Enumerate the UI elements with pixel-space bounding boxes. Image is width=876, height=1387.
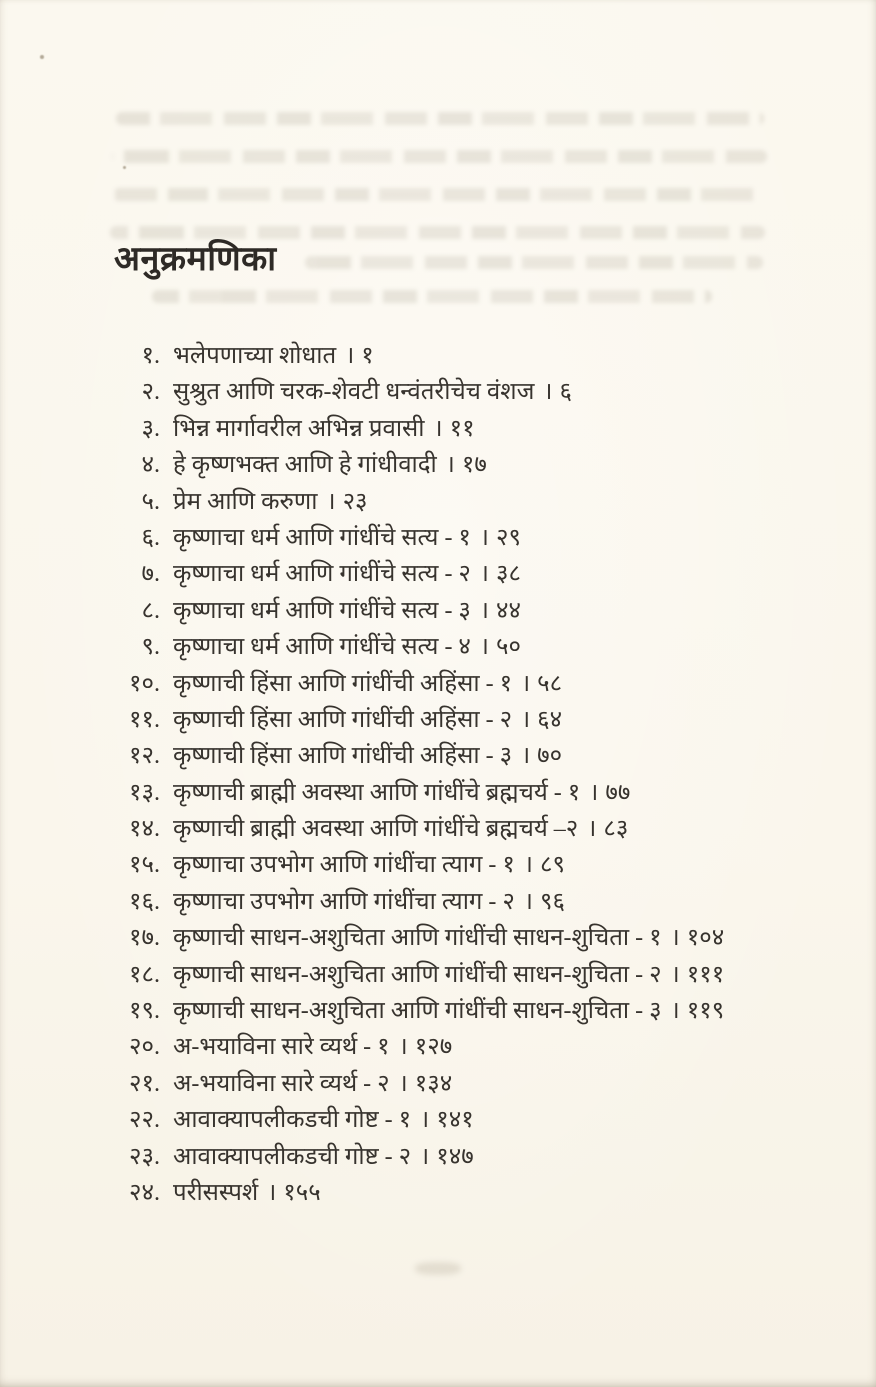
danda-separator: । xyxy=(670,961,680,988)
toc-entry xyxy=(0,666,876,702)
danda-separator: । xyxy=(589,779,599,806)
toc-entry-title: कृष्णाची ब्राह्मी अवस्था आणि गांधींचे ब्रह्मचर्य –२ xyxy=(173,816,579,843)
danda-separator: । xyxy=(521,706,531,733)
toc-entry-number: २. xyxy=(141,379,160,406)
page-title: अनुक्रमणिका xyxy=(114,241,277,278)
paper-smudge xyxy=(415,1262,461,1275)
toc-entry-number: ११. xyxy=(129,706,160,733)
toc-entry-number: ९. xyxy=(141,634,160,661)
danda-separator: । xyxy=(398,1034,408,1061)
toc-entry xyxy=(0,847,876,883)
paper-speck xyxy=(40,55,44,59)
toc-entry xyxy=(0,920,876,956)
bleed-through-line xyxy=(152,290,712,303)
toc-entry xyxy=(0,484,876,520)
toc-entry-number: १०. xyxy=(129,670,160,697)
toc-entry xyxy=(0,811,876,847)
toc-entry-number: १६. xyxy=(129,888,160,915)
toc-entry-page: १५५ xyxy=(283,1179,321,1206)
toc-entry-number: १९. xyxy=(129,998,160,1025)
toc-entry-page: १ xyxy=(361,343,374,369)
toc-entry-page: ११९ xyxy=(686,998,725,1025)
toc-entry-page: ७० xyxy=(537,743,563,770)
danda-separator: । xyxy=(479,561,490,588)
toc-entry-page: ६४ xyxy=(537,706,563,733)
bleed-through-line xyxy=(116,112,764,125)
toc-entry xyxy=(0,520,876,556)
toc-entry-title: कृष्णाची साधन-अशुचिता आणि गांधींची साधन-शुचिता - ३ xyxy=(173,998,662,1025)
toc-entry-number: २०. xyxy=(129,1034,160,1061)
danda-separator: । xyxy=(521,670,531,697)
toc-entry-page: १३४ xyxy=(414,1070,453,1097)
toc-entry-number: १. xyxy=(141,343,160,369)
toc-entry-page: १११ xyxy=(686,961,725,988)
toc-entry xyxy=(0,338,876,374)
toc-entry xyxy=(0,374,876,410)
toc-entry-title: सुश्रुत आणि चरक-शेवटी धन्वंतरीचेच वंशज xyxy=(173,379,535,406)
toc-entry xyxy=(0,1102,876,1138)
toc-entry-title: कृष्णाची हिंसा आणि गांधींची अहिंसा - २ xyxy=(173,706,513,733)
toc-entry-page: ११ xyxy=(449,415,475,442)
toc-entry-title: प्रेम आणि करुणा xyxy=(173,488,318,515)
toc-entry-page: ३८ xyxy=(496,561,521,588)
toc-entry-title: हे कृष्णभक्त आणि हे गांधीवादी xyxy=(173,452,437,479)
danda-separator: । xyxy=(521,743,531,770)
bleed-through-line xyxy=(305,256,763,269)
toc-entry-page: ५० xyxy=(496,634,521,661)
bleed-through-line xyxy=(110,226,765,239)
toc-entry-number: ६. xyxy=(141,524,160,551)
toc-entry-title: आवाक्यापलीकडची गोष्ट - १ xyxy=(173,1107,412,1134)
toc-entry-title: भलेपणाच्या शोधात xyxy=(173,343,337,369)
toc-entry-title: भिन्न मार्गावरील अभिन्न प्रवासी xyxy=(173,415,425,442)
toc-entry-number: ८. xyxy=(141,597,160,624)
toc-entry xyxy=(0,884,876,920)
toc-entry-page: १४१ xyxy=(436,1107,474,1134)
danda-separator: । xyxy=(445,452,455,479)
toc-entry xyxy=(0,556,876,592)
toc-entry xyxy=(0,775,876,811)
toc-entry-page: १२७ xyxy=(414,1034,453,1061)
toc-entry-number: २४. xyxy=(129,1179,160,1206)
toc-entry-number: १७. xyxy=(129,925,160,952)
toc-entry-title: कृष्णाची साधन-अशुचिता आणि गांधींची साधन-शुचिता - १ xyxy=(173,925,662,952)
toc-entry-number: २१. xyxy=(129,1070,160,1097)
toc-entry-page: ८३ xyxy=(603,816,629,843)
toc-entry-number: ५. xyxy=(141,488,160,515)
toc-entry-number: २३. xyxy=(129,1143,160,1170)
danda-separator: । xyxy=(345,343,355,369)
toc-entry-title: कृष्णाची साधन-अशुचिता आणि गांधींची साधन-शुचिता - २ xyxy=(173,961,662,988)
toc-entry-title: कृष्णाचा धर्म आणि गांधींचे सत्य - २ xyxy=(173,561,471,588)
toc-entry xyxy=(0,1066,876,1102)
toc-entry xyxy=(0,957,876,993)
danda-separator: । xyxy=(670,998,680,1025)
danda-separator: । xyxy=(420,1107,430,1134)
toc-entry-number: २२. xyxy=(129,1107,160,1134)
toc-entry xyxy=(0,411,876,447)
toc-entry-number: १२. xyxy=(129,743,160,770)
danda-separator: । xyxy=(326,488,336,515)
danda-separator: । xyxy=(587,816,597,843)
toc-entry xyxy=(0,1139,876,1175)
toc-entry-number: ७. xyxy=(141,561,160,588)
toc-entry-page: १०४ xyxy=(686,925,725,952)
paper-speck xyxy=(123,166,126,169)
toc-entry xyxy=(0,702,876,738)
toc-entry-title: परीसस्पर्श xyxy=(173,1179,259,1206)
toc-entry-title: कृष्णाचा धर्म आणि गांधींचे सत्य - ३ xyxy=(173,597,471,624)
toc-entry-page: ४४ xyxy=(496,597,521,624)
toc-list xyxy=(0,338,876,1211)
toc-entry-page: २३ xyxy=(342,488,368,515)
danda-separator: । xyxy=(398,1070,408,1097)
bleed-through-line xyxy=(113,188,763,201)
danda-separator: । xyxy=(479,634,490,661)
toc-entry-page: १४७ xyxy=(436,1143,474,1170)
toc-entry-title: अ-भयाविना सारे व्यर्थ - २ xyxy=(173,1070,390,1097)
toc-entry-number: १५. xyxy=(129,852,160,879)
danda-separator: । xyxy=(670,925,680,952)
toc-entry xyxy=(0,593,876,629)
danda-separator: । xyxy=(267,1179,277,1206)
toc-entry xyxy=(0,1175,876,1211)
danda-separator: । xyxy=(433,415,443,442)
toc-entry-title: कृष्णाचा धर्म आणि गांधींचे सत्य - ४ xyxy=(173,634,471,661)
toc-entry-title: कृष्णाची हिंसा आणि गांधींची अहिंसा - ३ xyxy=(173,743,513,770)
bleed-through-line xyxy=(112,150,767,163)
toc-entry-number: ४. xyxy=(141,452,160,479)
danda-separator: । xyxy=(523,852,534,879)
toc-entry-page: ८९ xyxy=(540,852,565,879)
toc-entry-page: ७७ xyxy=(605,779,631,806)
toc-entry-title: कृष्णाची हिंसा आणि गांधींची अहिंसा - १ xyxy=(173,670,513,697)
toc-entry-number: १८. xyxy=(129,961,160,988)
toc-entry xyxy=(0,447,876,483)
danda-separator: । xyxy=(543,379,553,406)
toc-entry-number: ३. xyxy=(141,415,160,442)
toc-entry-page: २९ xyxy=(496,524,521,551)
toc-entry-number: १३. xyxy=(129,779,160,806)
toc-entry-title: आवाक्यापलीकडची गोष्ट - २ xyxy=(173,1143,412,1170)
toc-entry-page: १७ xyxy=(461,452,487,479)
danda-separator: । xyxy=(479,597,490,624)
danda-separator: । xyxy=(479,524,490,551)
toc-entry-page: ५८ xyxy=(537,670,563,697)
toc-entry-title: अ-भयाविना सारे व्यर्थ - १ xyxy=(173,1034,390,1061)
toc-entry-page: ६ xyxy=(559,379,572,406)
toc-entry xyxy=(0,738,876,774)
toc-entry xyxy=(0,629,876,665)
toc-entry xyxy=(0,993,876,1029)
toc-entry-title: कृष्णाचा उपभोग आणि गांधींचा त्याग - १ xyxy=(173,852,515,879)
toc-entry xyxy=(0,1029,876,1065)
toc-entry-page: ९६ xyxy=(540,888,565,915)
toc-entry-title: कृष्णाचा धर्म आणि गांधींचे सत्य - १ xyxy=(173,524,471,551)
toc-entry-title: कृष्णाचा उपभोग आणि गांधींचा त्याग - २ xyxy=(173,888,515,915)
toc-entry-number: १४. xyxy=(129,816,160,843)
danda-separator: । xyxy=(420,1143,430,1170)
danda-separator: । xyxy=(523,888,534,915)
toc-entry-title: कृष्णाची ब्राह्मी अवस्था आणि गांधींचे ब्रह्मचर्य - १ xyxy=(173,779,581,806)
